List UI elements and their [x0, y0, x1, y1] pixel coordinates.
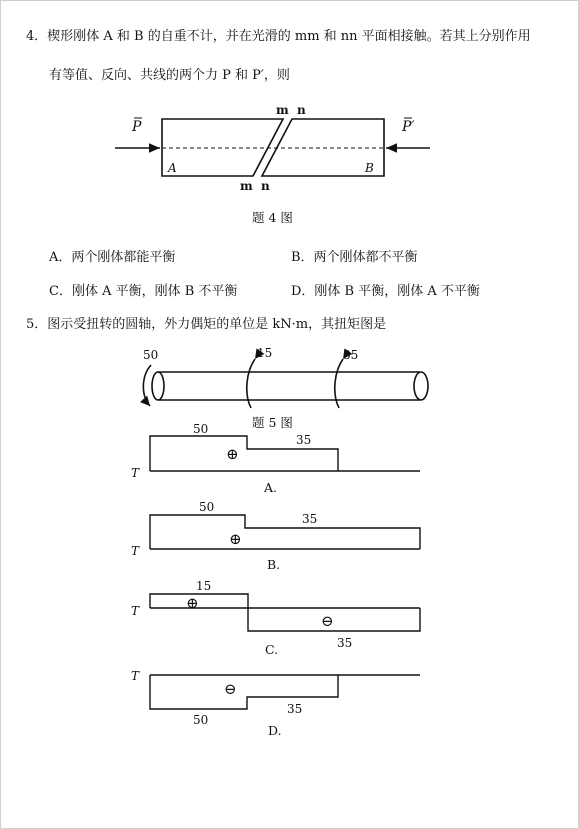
sign-positive: ⊕ [186, 594, 199, 612]
q4-stem-line2: 有等值、反向、共线的两个力 P 和 P′，则 [49, 68, 290, 83]
q5-option-b-label: B. [267, 557, 281, 572]
q4-option-d: D．刚体 B 平衡，刚体 A 不平衡 [291, 284, 480, 299]
body-a-label: A [168, 161, 177, 175]
sign-negative: ⊖ [321, 612, 334, 630]
value-2: 35 [337, 636, 353, 650]
torque-arc-left [143, 365, 151, 406]
sign: ⊕ [229, 530, 242, 548]
torque-plot [150, 675, 338, 709]
sign: ⊖ [224, 680, 237, 698]
force-p-label: P [132, 119, 142, 135]
q5-option-d-label: D. [268, 723, 282, 738]
shaft-right-end [414, 372, 428, 400]
q5-option-a-label: A. [264, 480, 278, 495]
value-1: 15 [196, 579, 212, 593]
axis-t: T [131, 544, 140, 558]
q4-stem-line1: 4．楔形刚体 A 和 B 的自重不计，并在光滑的 mm 和 nn 平面相接触。若其上分别作用 [26, 29, 531, 44]
torque-mid-value: 15 [257, 346, 273, 360]
value-1: 50 [193, 713, 209, 727]
axis-t: T [131, 669, 140, 683]
shaft-left-end [152, 372, 164, 400]
value-2: 35 [287, 702, 303, 716]
value-2: 35 [296, 433, 312, 447]
axis-t: T [131, 604, 140, 618]
force-p-prime-label: P′ [402, 119, 415, 135]
q5-figure-caption: 题 5 图 [252, 415, 293, 430]
value-1: 50 [199, 500, 215, 514]
torque-left-value: 50 [143, 348, 159, 362]
q4-option-c: C．刚体 A 平衡，刚体 B 不平衡 [49, 284, 238, 299]
wedge-a [162, 119, 283, 176]
sign: ⊕ [226, 445, 239, 463]
value-2: 35 [302, 512, 318, 526]
torque-plot-positive [150, 594, 248, 608]
axis-t: T [131, 466, 140, 480]
q5-shaft-figure [143, 346, 428, 408]
q4-figure-caption: 题 4 图 [252, 210, 293, 225]
q4-option-a: A．两个刚体都能平衡 [49, 250, 176, 265]
torque-plot [150, 515, 420, 549]
diagram-b [131, 500, 420, 558]
value-1: 50 [193, 422, 209, 436]
body-b-label: B [365, 161, 374, 175]
torque-right-value: 35 [343, 348, 359, 362]
q4-figure [115, 103, 430, 193]
q4-option-b: B．两个刚体都不平衡 [291, 250, 418, 265]
diagram-d [131, 669, 420, 727]
diagram-c [131, 579, 420, 650]
torque-plot-negative [248, 608, 420, 631]
top-mn-label: m n [276, 103, 306, 117]
bottom-mn-label: m n [240, 179, 270, 193]
q5-stem: 5．图示受扭转的圆轴，外力偶矩的单位是 kN·m，其扭矩图是 [26, 317, 387, 332]
shaft-body [158, 372, 420, 400]
q5-option-c-label: C. [265, 642, 279, 657]
